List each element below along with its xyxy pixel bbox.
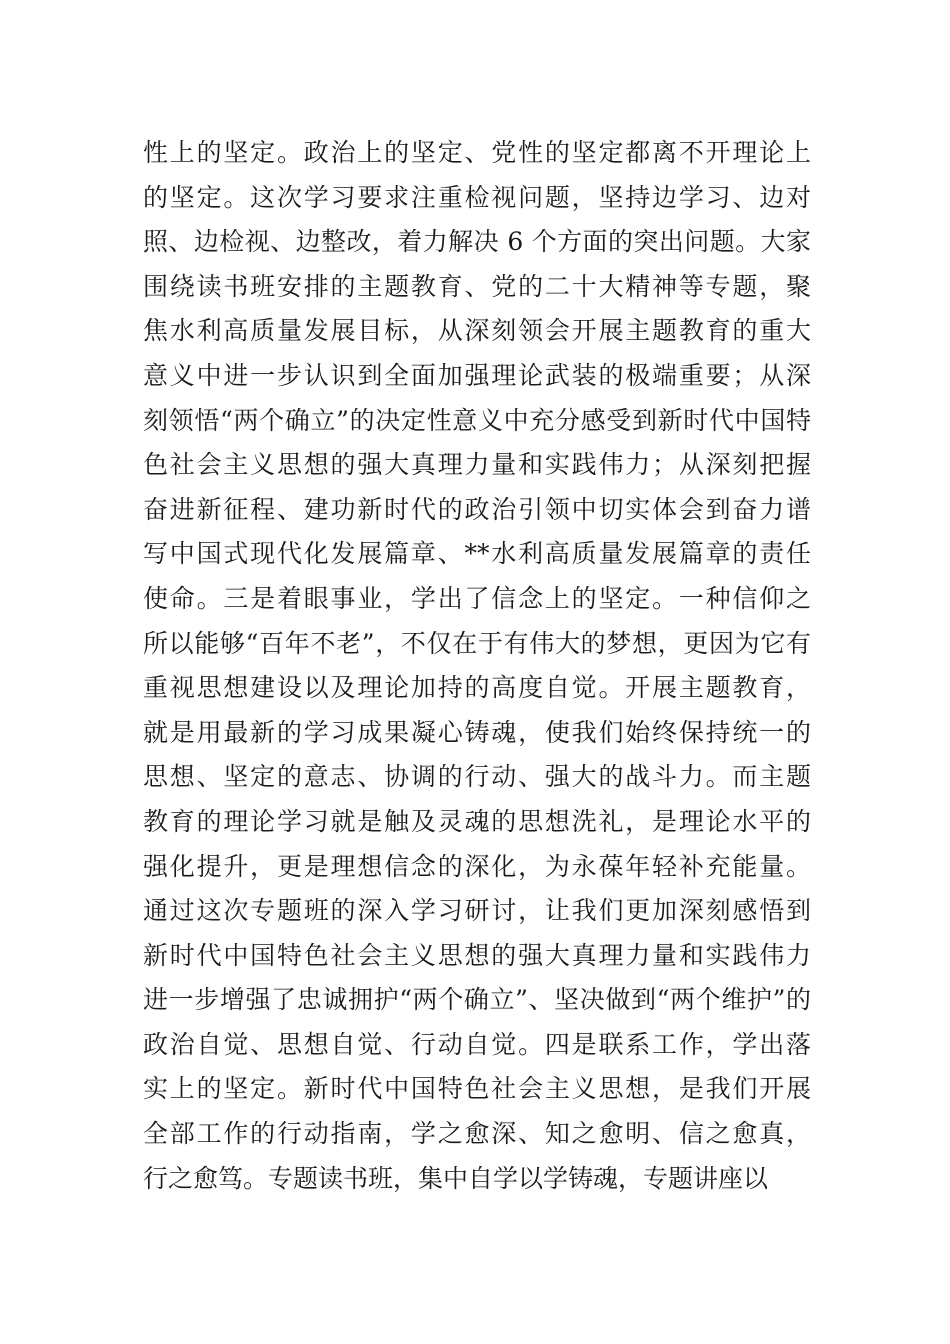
text-line-3: 照、边检视、边整改，着力解决 6 个方面的突出问题。大家 [143,227,811,257]
text-line-23: 全部工作的行动指南，学之愈深、知之愈明、信之愈真， [143,1119,811,1149]
text-line-21: 政治自觉、思想自觉、行动自觉。四是联系工作，学出落 [143,1029,811,1059]
text-line-19: 新时代中国特色社会主义思想的强大真理力量和实践伟力 [143,940,811,970]
text-line-9: 奋进新征程、建功新时代的政治引领中切实体会到奋力谱 [143,494,811,524]
text-line-13: 重视思想建设以及理论加持的高度自觉。开展主题教育， [143,673,811,703]
text-line-18: 通过这次专题班的深入学习研讨，让我们更加深刻感悟到 [143,896,811,926]
body-text [143,131,811,1201]
text-line-1: 性上的坚定。政治上的坚定、党性的坚定都离不开理论上 [143,138,811,167]
text-line-15: 思想、坚定的意志、协调的行动、强大的战斗力。而主题 [143,762,811,792]
text-line-22: 实上的坚定。新时代中国特色社会主义思想，是我们开展 [143,1074,811,1104]
text-line-11: 使命。三是着眼事业，学出了信念上的坚定。一种信仰之 [143,583,811,613]
text-line-5: 焦水利高质量发展目标，从深刻领会开展主题教育的重大 [143,316,811,346]
text-line-4: 围绕读书班安排的主题教育、党的二十大精神等专题，聚 [143,271,811,301]
text-line-8: 色社会主义思想的强大真理力量和实践伟力；从深刻把握 [143,450,811,480]
text-line-17: 强化提升，更是理想信念的深化，为永葆年轻补充能量。 [143,851,811,881]
text-line-6: 意义中进一步认识到全面加强理论武装的极端重要；从深 [143,360,811,390]
text-line-10: 写中国式现代化发展篇章、**水利高质量发展篇章的责任 [143,539,811,569]
text-line-12: 所以能够“百年不老”，不仅在于有伟大的梦想，更因为它有 [143,628,811,658]
text-line-14: 就是用最新的学习成果凝心铸魂，使我们始终保持统一的 [143,717,811,747]
text-line-20: 进一步增强了忠诚拥护“两个确立”、坚决做到“两个维护”的 [143,985,811,1015]
text-line-24: 行之愈笃。专题读书班，集中自学以学铸魂，专题讲座以 [143,1163,769,1193]
text-line-2: 的坚定。这次学习要求注重检视问题，坚持边学习、边对 [143,182,811,212]
text-line-7: 刻领悟“两个确立”的决定性意义中充分感受到新时代中国特 [143,405,811,435]
text-line-16: 教育的理论学习就是触及灵魂的思想洗礼，是理论水平的 [143,806,811,836]
